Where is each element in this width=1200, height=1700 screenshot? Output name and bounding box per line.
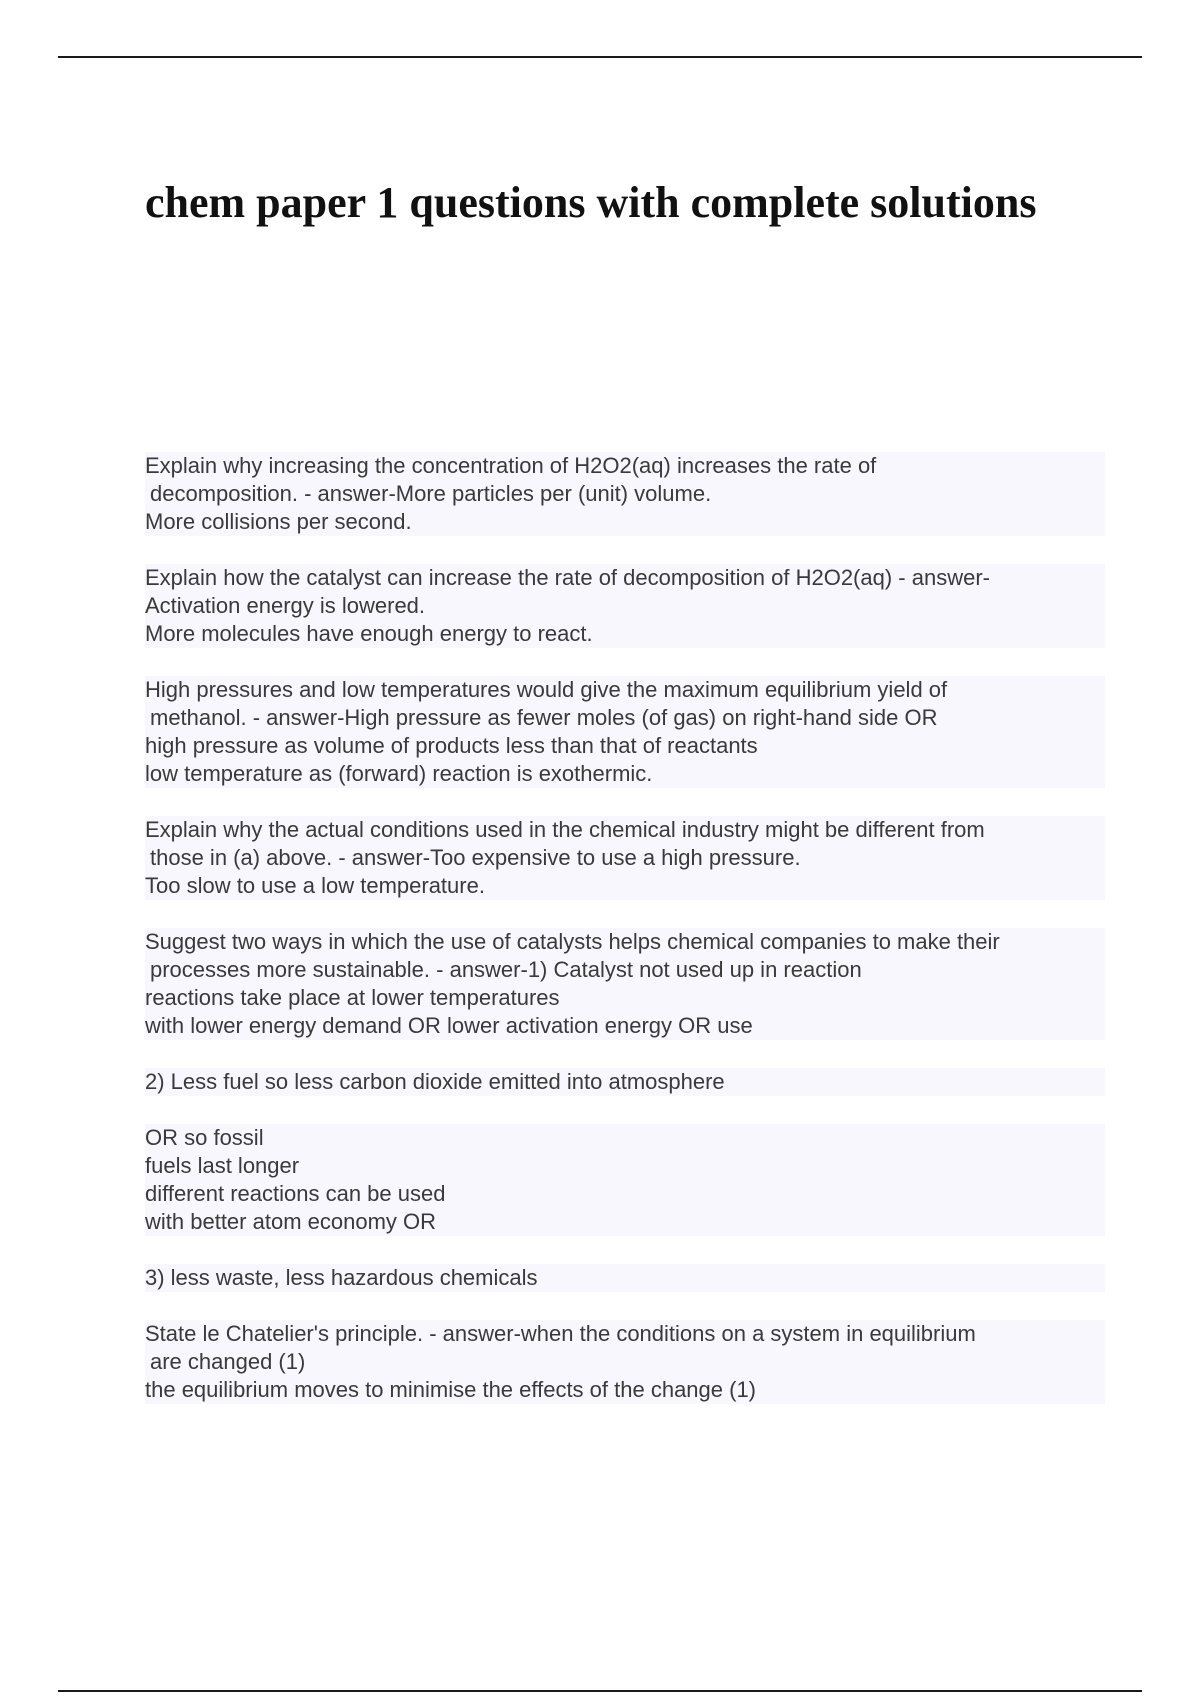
text-line: decomposition. - answer-More particles per (unit) volume. <box>145 480 1105 508</box>
document-title: chem paper 1 questions with complete solutions <box>145 178 1037 227</box>
text-line: Explain how the catalyst can increase the rate of decomposition of H2O2(aq) - answer- <box>145 564 1105 592</box>
text-line: processes more sustainable. - answer-1) Catalyst not used up in reaction <box>145 956 1105 984</box>
text-line: Explain why the actual conditions used in the chemical industry might be different from <box>145 816 1105 844</box>
text-line: Activation energy is lowered. <box>145 592 1105 620</box>
text-line: low temperature as (forward) reaction is exothermic. <box>145 760 1105 788</box>
qa-block-5-part-2 <box>145 1068 1105 1096</box>
qa-block-2 <box>145 564 1105 648</box>
text-line: More molecules have enough energy to react. <box>145 620 1105 648</box>
text-line: OR so fossil <box>145 1124 1105 1152</box>
text-line: different reactions can be used <box>145 1180 1105 1208</box>
text-line: Explain why increasing the concentration of H2O2(aq) increases the rate of <box>145 452 1105 480</box>
qa-block-6 <box>145 1320 1105 1404</box>
text-line: high pressure as volume of products less than that of reactants <box>145 732 1105 760</box>
text-line: State le Chatelier's principle. - answer-when the conditions on a system in equilibrium <box>145 1320 1105 1348</box>
text-line: reactions take place at lower temperatures <box>145 984 1105 1012</box>
qa-block-4 <box>145 816 1105 900</box>
text-line: Too slow to use a low temperature. <box>145 872 1105 900</box>
text-line: 2) Less fuel so less carbon dioxide emitted into atmosphere <box>145 1068 1105 1096</box>
qa-block-1 <box>145 452 1105 536</box>
qa-block-3 <box>145 676 1105 788</box>
text-line: with better atom economy OR <box>145 1208 1105 1236</box>
text-line: methanol. - answer-High pressure as fewer moles (of gas) on right-hand side OR <box>145 704 1105 732</box>
text-line: those in (a) above. - answer-Too expensive to use a high pressure. <box>145 844 1105 872</box>
text-line: More collisions per second. <box>145 508 1105 536</box>
text-line: fuels last longer <box>145 1152 1105 1180</box>
top-divider <box>58 56 1142 58</box>
text-line: with lower energy demand OR lower activation energy OR use <box>145 1012 1105 1040</box>
bottom-divider <box>58 1690 1142 1692</box>
text-line: 3) less waste, less hazardous chemicals <box>145 1264 1105 1292</box>
text-line: Suggest two ways in which the use of catalysts helps chemical companies to make their <box>145 928 1105 956</box>
text-line: the equilibrium moves to minimise the effects of the change (1) <box>145 1376 1105 1404</box>
document-body <box>145 452 1105 1432</box>
qa-block-5 <box>145 928 1105 1040</box>
qa-block-5-part-4 <box>145 1264 1105 1292</box>
qa-block-5-part-3 <box>145 1124 1105 1236</box>
text-line: High pressures and low temperatures would give the maximum equilibrium yield of <box>145 676 1105 704</box>
text-line: are changed (1) <box>145 1348 1105 1376</box>
